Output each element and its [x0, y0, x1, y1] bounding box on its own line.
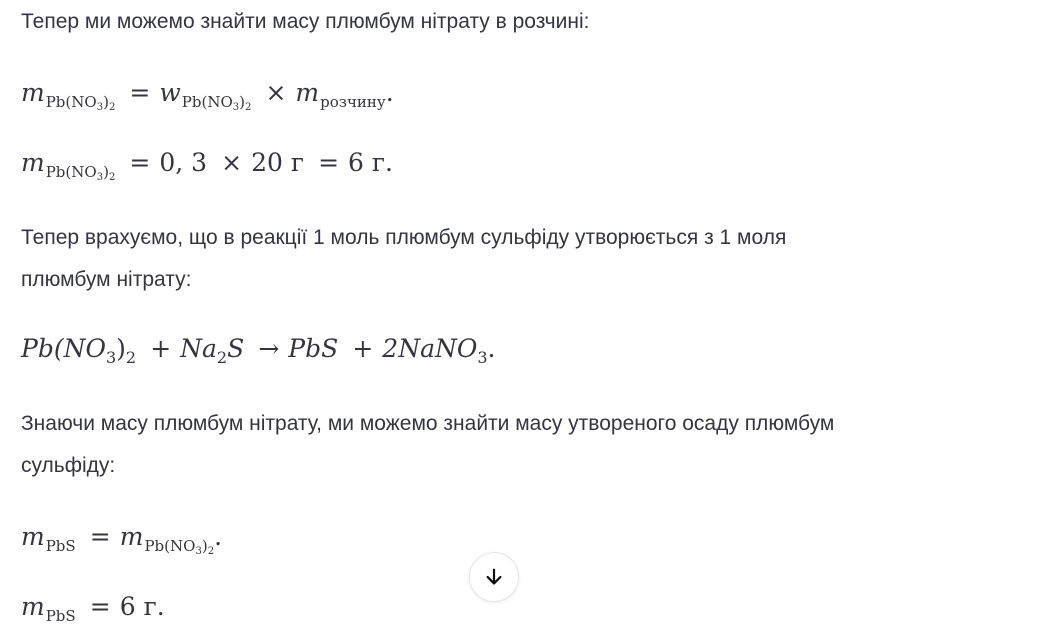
formula-subscript: 2 [244, 102, 252, 113]
formula-subscript: Pb(NO [45, 163, 97, 181]
paragraph-precipitate-line1: Знаючи масу плюмбум нітрату, ми можемо знайти масу утвореного осаду плюмбум [21, 412, 835, 435]
formula-subscript: 2 [207, 546, 215, 557]
formula-operator: = [89, 592, 111, 621]
formula-operator: × [221, 148, 243, 177]
formula-value: 0, 3 [159, 148, 208, 177]
formula-result: 6 г. [348, 148, 393, 177]
formula-mass-equality [21, 522, 223, 557]
formula-operator: + [150, 334, 172, 363]
formula-operator: = [318, 148, 340, 177]
formula-subscript: 3 [195, 546, 202, 557]
formula-subscript: Pb(NO [144, 537, 196, 555]
formula-subscript: 2 [108, 172, 116, 183]
paragraph-mass-in-solution: Тепер ми можемо знайти масу плюмбум нітрату в розчині: [21, 10, 590, 33]
formula-operator: + [352, 334, 374, 363]
formula-subscript: 3 [232, 102, 240, 113]
formula-symbol: m [21, 522, 45, 551]
formula-subscript: 2 [108, 102, 116, 113]
formula-symbol: PbS [288, 334, 339, 363]
formula-punctuation: . [487, 334, 496, 363]
paragraph-reaction-ratio-line1: Тепер врахуємо, що в реакції 1 моль плюмбум сульфіду утворюється з 1 моля [21, 226, 787, 249]
formula-subscript: PbS [45, 607, 76, 625]
formula-arrow: → [258, 334, 280, 363]
formula-operator: × [265, 78, 287, 107]
formula-symbol: Na [180, 334, 217, 363]
formula-symbol: m [119, 522, 144, 551]
formula-symbol: m [21, 78, 45, 107]
arrow-down-icon [483, 566, 505, 588]
formula-symbol: ) [116, 334, 126, 363]
formula-mass-result [21, 592, 165, 625]
formula-subscript: 3 [96, 172, 104, 183]
formula-subscript: 3 [96, 102, 104, 113]
formula-symbol: m [21, 148, 45, 177]
formula-punctuation: . [214, 522, 223, 551]
formula-subscript: PbS [45, 537, 76, 555]
formula-symbol: (NO [53, 334, 106, 363]
formula-symbol: m [21, 592, 45, 621]
formula-operator: = [129, 148, 151, 177]
scroll-to-bottom-button[interactable] [469, 552, 519, 602]
formula-symbol: S [227, 334, 245, 363]
formula-subscript: ) [201, 537, 208, 555]
formula-subscript: 3 [477, 348, 488, 367]
formula-reaction-equation [21, 334, 496, 367]
formula-subscript: ) [103, 93, 109, 111]
formula-symbol: w [159, 78, 181, 107]
formula-result: 6 г. [119, 592, 165, 621]
formula-subscript: 3 [105, 348, 117, 367]
formula-operator: = [89, 522, 111, 551]
formula-subscript: Pb(NO [181, 93, 233, 111]
paragraph-precipitate-line2: сульфіду: [21, 454, 116, 477]
formula-mass-calculation [21, 148, 393, 183]
formula-symbol: Pb [21, 334, 54, 363]
formula-subscript: 2 [216, 348, 228, 367]
formula-subscript: Pb(NO [45, 93, 97, 111]
formula-subscript: ) [103, 163, 109, 181]
formula-mass-formula [21, 78, 394, 113]
formula-punctuation: . [385, 78, 394, 107]
formula-symbol: m [295, 78, 320, 107]
formula-value: 20 г [251, 148, 304, 177]
formula-operator: = [129, 78, 151, 107]
formula-symbol: 2NaNO [382, 334, 478, 363]
paragraph-reaction-ratio-line2: плюмбум нітрату: [21, 268, 192, 291]
formula-subscript: розчину [320, 93, 386, 111]
formula-subscript: 2 [125, 348, 137, 367]
formula-subscript: ) [239, 93, 245, 111]
